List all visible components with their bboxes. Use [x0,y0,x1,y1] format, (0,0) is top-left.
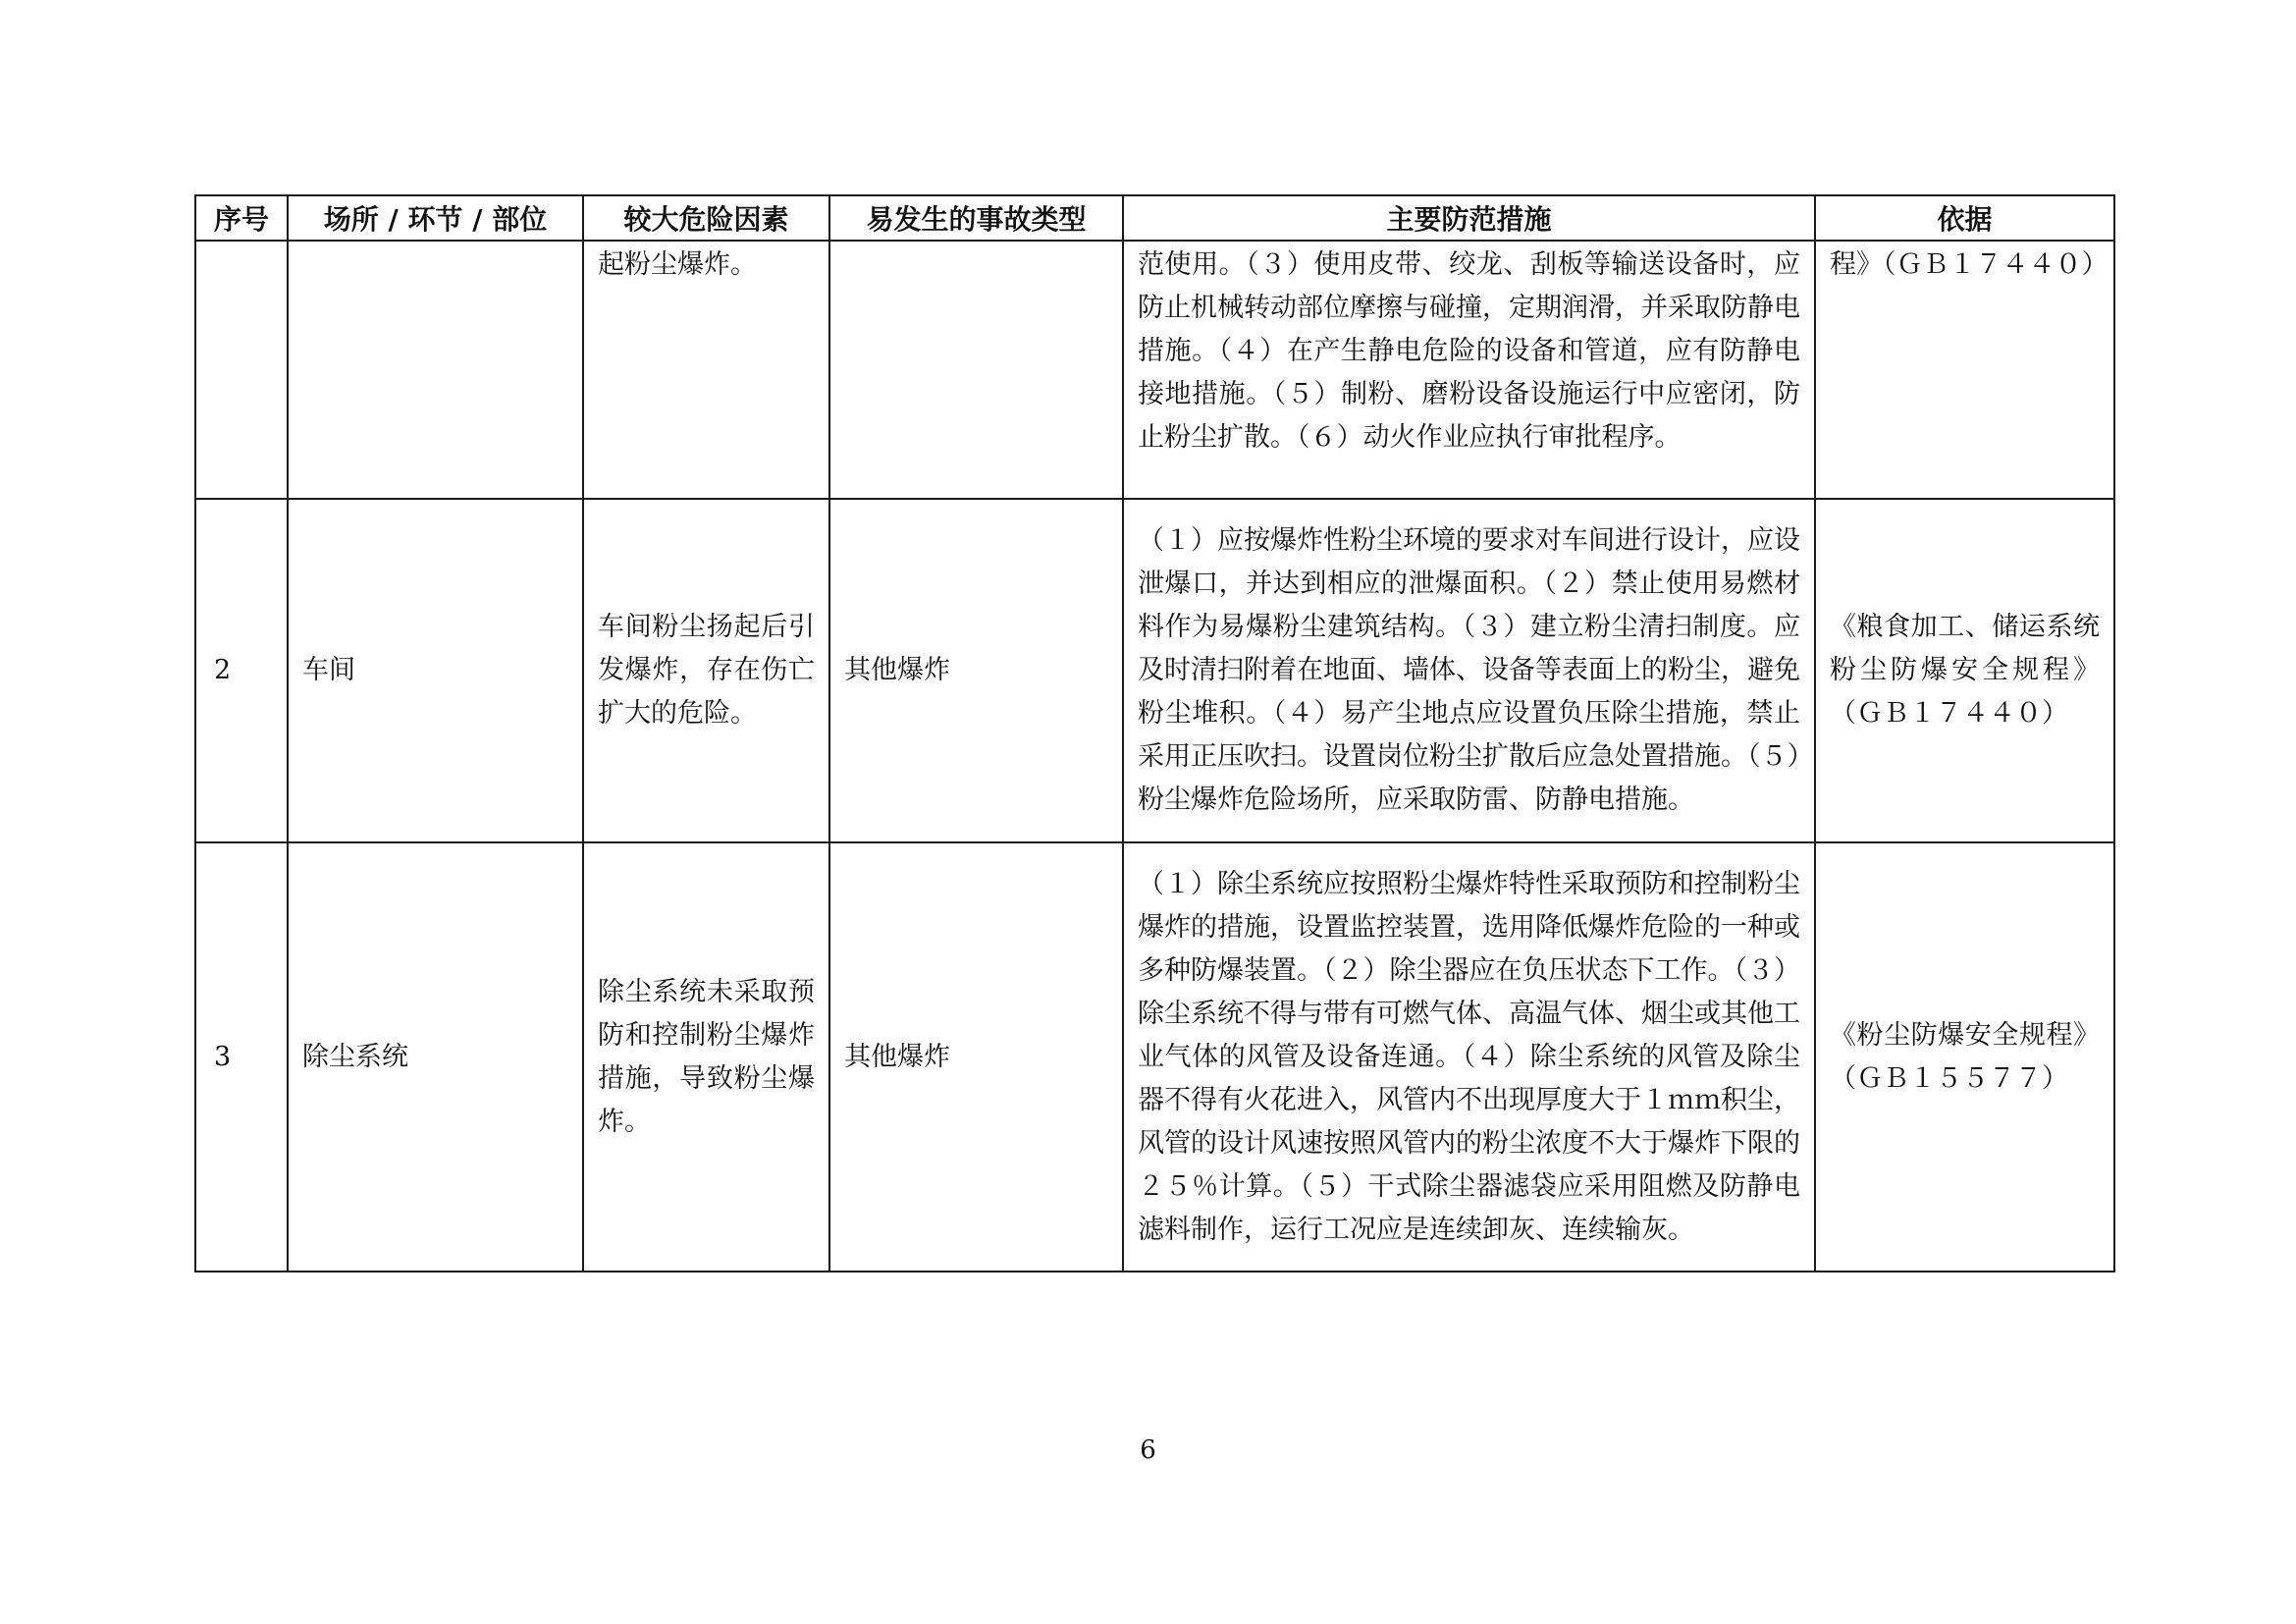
header-hazard: 较大危险因素 [583,195,829,241]
cell-basis: 《粉尘防爆安全规程》（ＧＢ１５５７７） [1815,842,2114,1272]
cell-location: 车间 [288,499,583,842]
header-basis: 依据 [1815,195,2114,241]
cell-measures: （１）除尘系统应按照粉尘爆炸特性采取预防和控制粉尘爆炸的措施，设置监控装置，选用降低爆炸危险的一种或多种防爆装置。（２）除尘器应在负压状态下工作。（３）除尘系统不得与带有可燃气体、高温气体、烟尘或其他工业气体的风管及设备连通。（４）除尘系统的风管及除尘器不得有火花进入，风管内不出现厚度大于１ｍｍ积尘，风管的设计风速按照风管内的粉尘浓度不大于爆炸下限的２５％计算。（５）干式除尘器滤袋应采用阻燃及防静电滤料制作，运行工况应是连续卸灰、连续输灰。 [1123,842,1815,1272]
table-row [195,499,2114,842]
header-measures: 主要防范措施 [1123,195,1815,241]
cell-hazard: 车间粉尘扬起后引发爆炸，存在伤亡扩大的危险。 [583,499,829,842]
cell-accident-type [829,241,1123,499]
header-accident-type: 易发生的事故类型 [829,195,1123,241]
table-row [195,842,2114,1272]
cell-measures: （１）应按爆炸性粉尘环境的要求对车间进行设计，应设泄爆口，并达到相应的泄爆面积。（２）禁止使用易燃材料作为易爆粉尘建筑结构。（３）建立粉尘清扫制度。应及时清扫附着在地面、墙体、设备等表面上的粉尘，避免粉尘堆积。（４）易产尘地点应设置负压除尘措施，禁止采用正压吹扫。设置岗位粉尘扩散后应急处置措施。（５）粉尘爆炸危险场所，应采取防雷、防静电措施。 [1123,499,1815,842]
cell-accident-type: 其他爆炸 [829,499,1123,842]
cell-basis: 《粮食加工、储运系统粉尘防爆安全规程》（ＧＢ１７４４０） [1815,499,2114,842]
table-row [195,241,2114,499]
header-row [195,195,2114,241]
cell-seq [195,241,288,499]
header-seq: 序号 [195,195,288,241]
cell-measures: 范使用。（３）使用皮带、绞龙、刮板等输送设备时，应防止机械转动部位摩擦与碰撞，定期润滑，并采取防静电措施。（４）在产生静电危险的设备和管道，应有防静电接地措施。（５）制粉、磨粉设备设施运行中应密闭，防止粉尘扩散。（６）动火作业应执行审批程序。 [1123,241,1815,499]
cell-seq: 3 [195,842,288,1272]
cell-basis: 程》（ＧＢ１７４４０） [1815,241,2114,499]
page-number: 6 [1140,1435,1156,1465]
cell-location: 除尘系统 [288,842,583,1272]
cell-hazard: 起粉尘爆炸。 [583,241,829,499]
cell-seq: 2 [195,499,288,842]
header-location: 场所 / 环节 / 部位 [288,195,583,241]
cell-accident-type: 其他爆炸 [829,842,1123,1272]
risk-table [194,194,2115,1272]
cell-location [288,241,583,499]
cell-hazard: 除尘系统未采取预防和控制粉尘爆炸措施，导致粉尘爆炸。 [583,842,829,1272]
